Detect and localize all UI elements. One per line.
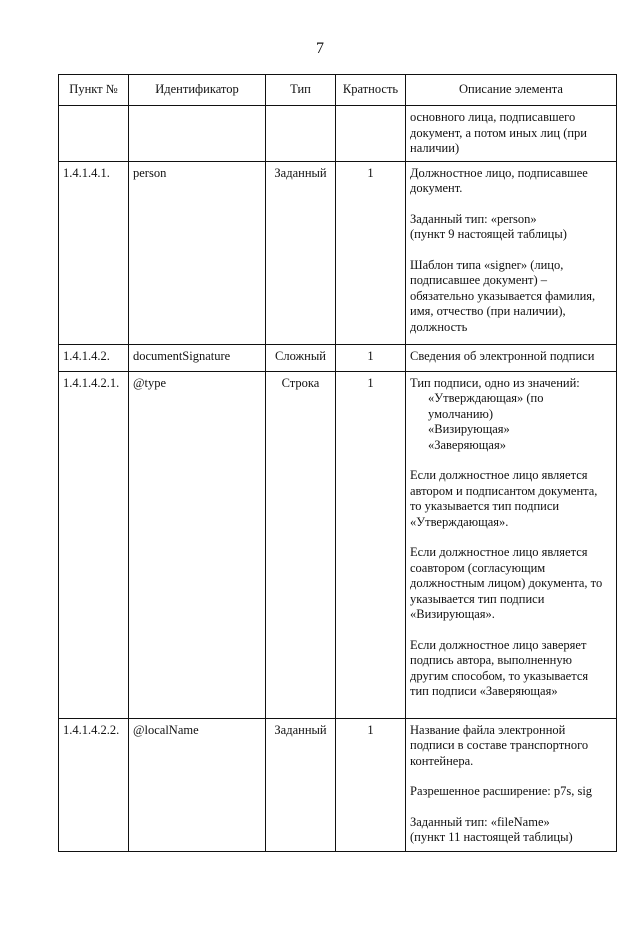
cell-identifier: @localName (129, 718, 266, 851)
description-option: умолчанию) (428, 406, 494, 421)
cell-type: Строка (266, 371, 336, 718)
description-line: Заданный тип: «fileName» (410, 814, 550, 829)
description-option: «Утверждающая» (по (428, 391, 544, 405)
description-line: обязательно указывается фамилия, (410, 288, 596, 303)
cell-num (59, 106, 129, 162)
cell-type: Заданный (266, 161, 336, 344)
description-line: «Визирующая». (410, 607, 495, 621)
cell-type (266, 106, 336, 162)
header-identifier: Идентификатор (129, 75, 266, 106)
description-line: основного лица, подписавшего (410, 110, 576, 124)
table-row (59, 718, 617, 851)
description-line: подписи в составе транспортного (410, 738, 589, 752)
cell-identifier: person (129, 161, 266, 344)
description-line: Если должностное лицо является (410, 545, 588, 559)
cell-description (406, 718, 617, 851)
description-paragraph (410, 638, 612, 700)
description-line: документ. (410, 181, 463, 195)
cell-type: Заданный (266, 718, 336, 851)
table-row (59, 344, 617, 371)
description-line: другим способом, то указывается (410, 668, 589, 683)
description-line: (пункт 9 настоящей таблицы) (410, 227, 567, 241)
header-description: Описание элемента (406, 75, 617, 106)
cell-identifier: documentSignature (129, 344, 266, 371)
cell-multiplicity: 1 (336, 161, 406, 344)
description-line: документ, а потом иных лиц (при (410, 125, 587, 140)
cell-description (406, 106, 617, 162)
table-row (59, 371, 617, 718)
cell-num: 1.4.1.4.2.2. (59, 718, 129, 851)
cell-multiplicity: 1 (336, 371, 406, 718)
cell-type: Сложный (266, 344, 336, 371)
description-paragraph (410, 784, 612, 800)
description-paragraph (410, 212, 612, 243)
description-paragraph (410, 166, 612, 197)
cell-description (406, 344, 617, 371)
cell-description (406, 161, 617, 344)
cell-multiplicity: 1 (336, 344, 406, 371)
description-option: «Визирующая» (428, 422, 510, 436)
description-line: соавтором (согласующим (410, 560, 546, 575)
header-type: Тип (266, 75, 336, 106)
description-line: «Утверждающая». (410, 514, 509, 529)
description-line: то указывается тип подписи (410, 499, 560, 513)
description-paragraph (410, 110, 612, 157)
cell-num: 1.4.1.4.2. (59, 344, 129, 371)
cell-multiplicity (336, 106, 406, 162)
description-line: автором и подписантом документа, (410, 483, 598, 498)
description-line: имя, отчество (при наличии), (410, 304, 566, 318)
description-paragraph (410, 815, 612, 846)
cell-identifier (129, 106, 266, 162)
description-line: наличии) (410, 141, 460, 155)
description-paragraph (410, 723, 612, 770)
description-line: Тип подписи, одно из значений: (410, 375, 580, 390)
description-option: «Заверяющая» (428, 437, 506, 452)
header-num: Пункт № (59, 75, 129, 106)
description-line: Сведения об электронной подписи (410, 348, 595, 363)
description-line: Если должностное лицо является (410, 468, 588, 482)
description-line: Должностное лицо, подписавшее (410, 165, 588, 180)
description-line: Шаблон типа «signer» (лицо, (410, 257, 564, 272)
header-multiplicity: Кратность (336, 75, 406, 106)
description-paragraph (410, 349, 612, 365)
description-line: должностным лицом) документа, то (410, 576, 603, 590)
description-paragraph (410, 468, 612, 530)
page-number: 7 (316, 40, 324, 57)
description-line: указывается тип подписи (410, 591, 545, 606)
description-line: должность (410, 319, 468, 334)
description-paragraph (410, 258, 612, 336)
description-line: Название файла электронной (410, 722, 566, 737)
table-row (59, 106, 617, 162)
description-line: подписавшее документ) – (410, 273, 548, 287)
description-line: (пункт 11 настоящей таблицы) (410, 830, 573, 844)
cell-identifier: @type (129, 371, 266, 718)
description-line: Если должностное лицо заверяет (410, 637, 587, 652)
cell-num: 1.4.1.4.2.1. (59, 371, 129, 718)
description-line: контейнера. (410, 753, 474, 768)
description-line: Заданный тип: «person» (410, 211, 537, 226)
cell-multiplicity: 1 (336, 718, 406, 851)
description-line: тип подписи «Заверяющая» (410, 684, 558, 698)
table-row (59, 161, 617, 344)
spec-table (58, 74, 617, 852)
cell-num: 1.4.1.4.1. (59, 161, 129, 344)
description-line: подпись автора, выполненную (410, 653, 572, 667)
description-line: Разрешенное расширение: p7s, sig (410, 784, 593, 798)
cell-description (406, 371, 617, 718)
description-paragraph (410, 545, 612, 623)
table-header-row (59, 75, 617, 106)
description-paragraph (410, 376, 612, 454)
